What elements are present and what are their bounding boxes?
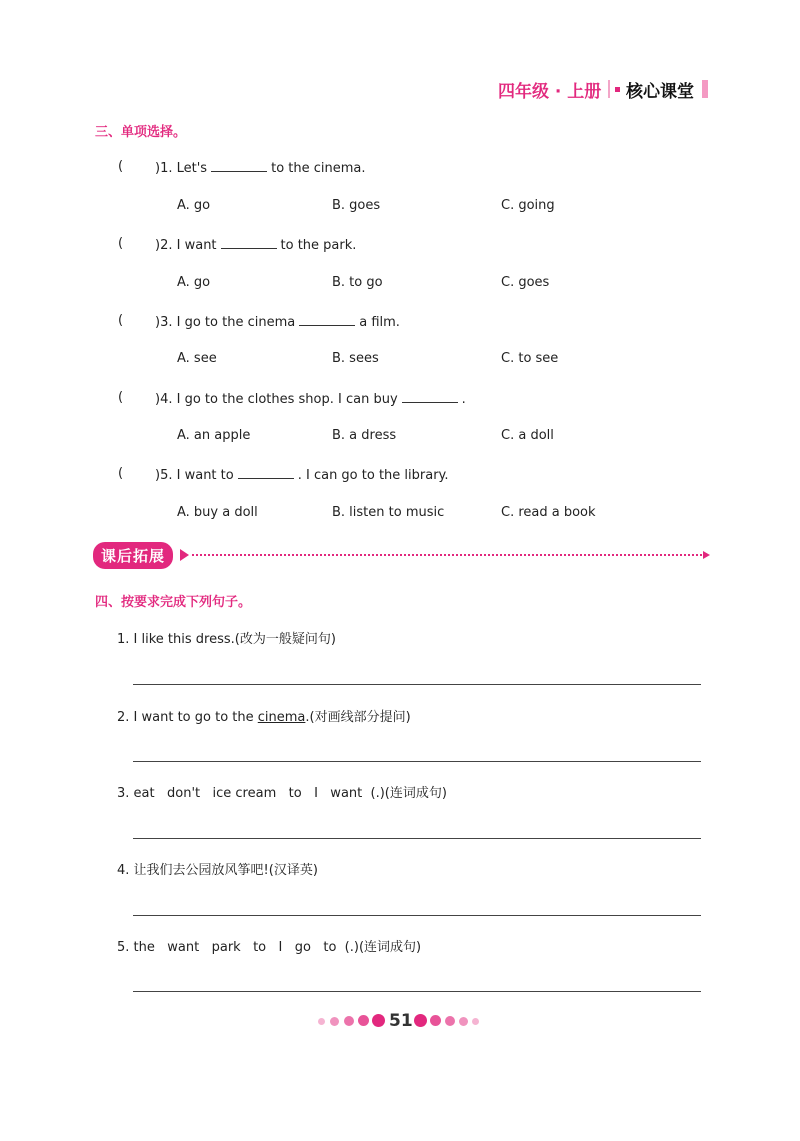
page-dot-icon [344, 1016, 354, 1026]
answer-bracket-open: ( [118, 236, 124, 251]
page-dot-icon [472, 1018, 479, 1025]
question-4 [155, 390, 466, 407]
answer-line [133, 761, 701, 762]
answer-blank [221, 236, 277, 249]
option-c: C. to see [501, 351, 559, 366]
question-number: 3. [160, 315, 173, 330]
page-number: 51 [389, 1011, 413, 1031]
page-dot-icon [430, 1015, 441, 1026]
question-stem: I go to the clothes shop. I can buy [176, 392, 398, 407]
question-stem-end: . [461, 392, 466, 407]
question-2 [155, 236, 356, 253]
answer-bracket-open: ( [118, 466, 124, 481]
question-stem-end: a film. [359, 315, 400, 330]
question-number: 5. [160, 468, 173, 483]
page-dot-icon [372, 1014, 385, 1027]
question-bracket-close: ) [155, 161, 161, 176]
question-stem-end: to the park. [280, 238, 357, 253]
option-c: C. a doll [501, 428, 554, 443]
option-a: A. go [177, 275, 211, 290]
option-b: B. to go [332, 275, 383, 290]
task-2 [117, 706, 411, 725]
option-b: B. a dress [332, 428, 397, 443]
header-accent-bar [702, 80, 708, 98]
question-bracket-close: ) [155, 238, 161, 253]
page-dot-icon [318, 1018, 325, 1025]
answer-bracket-open: ( [118, 159, 124, 174]
page-dot-icon [445, 1016, 455, 1026]
page-dot-icon [414, 1014, 427, 1027]
option-c: C. read a book [501, 505, 596, 520]
question-bracket-close: ) [155, 468, 161, 483]
question-bracket-close: ) [155, 392, 161, 407]
dotted-divider [192, 554, 702, 556]
page-dot-icon [358, 1015, 369, 1026]
task-1: 1. I like this dress.(改为一般疑问句) [117, 632, 336, 647]
answer-blank [299, 313, 355, 326]
section-4-title: 四、按要求完成下列句子。 [95, 595, 252, 610]
answer-line [133, 915, 701, 916]
task-3: 3. eat don't ice cream to I want (.)(连词成句) [117, 786, 447, 801]
answer-line [133, 684, 701, 685]
option-c: C. going [501, 198, 555, 213]
question-number: 2. [160, 238, 173, 253]
option-b: B. sees [332, 351, 379, 366]
badge-pointer-icon [180, 549, 189, 561]
question-stem-end: . I can go to the library. [297, 468, 449, 483]
question-stem-end: to the cinema. [271, 161, 366, 176]
question-stem: Let's [176, 161, 208, 176]
header-divider [608, 80, 610, 98]
question-3 [155, 313, 400, 330]
answer-blank [211, 159, 267, 172]
task-instruction: .(对画线部分提问) [305, 710, 411, 725]
question-stem: I want [176, 238, 217, 253]
question-number: 4. [160, 392, 173, 407]
question-bracket-close: ) [155, 315, 161, 330]
question-1 [155, 159, 366, 176]
option-a: A. see [177, 351, 217, 366]
option-c: C. goes [501, 275, 550, 290]
arrow-right-icon [703, 551, 710, 559]
answer-bracket-open: ( [118, 390, 124, 405]
grade-label: 四年级 · 上册 [498, 82, 602, 102]
option-a: A. buy a doll [177, 505, 258, 520]
question-stem: I go to the cinema [176, 315, 296, 330]
option-a: A. go [177, 198, 211, 213]
option-b: B. goes [332, 198, 381, 213]
question-5 [155, 466, 449, 483]
header-bullet-icon [615, 87, 620, 92]
option-b: B. listen to music [332, 505, 445, 520]
underlined-word: cinema [257, 710, 306, 725]
answer-line [133, 991, 701, 992]
answer-bracket-open: ( [118, 313, 124, 328]
extension-badge: 课后拓展 [93, 542, 173, 569]
page-dot-icon [459, 1017, 468, 1026]
course-title: 核心课堂 [626, 82, 694, 102]
answer-blank [238, 466, 294, 479]
answer-line [133, 838, 701, 839]
section-3-title: 三、单项选择。 [95, 125, 187, 140]
answer-blank [402, 390, 458, 403]
question-number: 1. [160, 161, 173, 176]
task-text: 2. I want to go to the [117, 710, 258, 725]
option-a: A. an apple [177, 428, 251, 443]
task-4: 4. 让我们去公园放风筝吧!(汉译英) [117, 863, 318, 878]
question-stem: I want to [176, 468, 234, 483]
task-5: 5. the want park to I go to (.)(连词成句) [117, 940, 422, 955]
page-dot-icon [330, 1017, 339, 1026]
